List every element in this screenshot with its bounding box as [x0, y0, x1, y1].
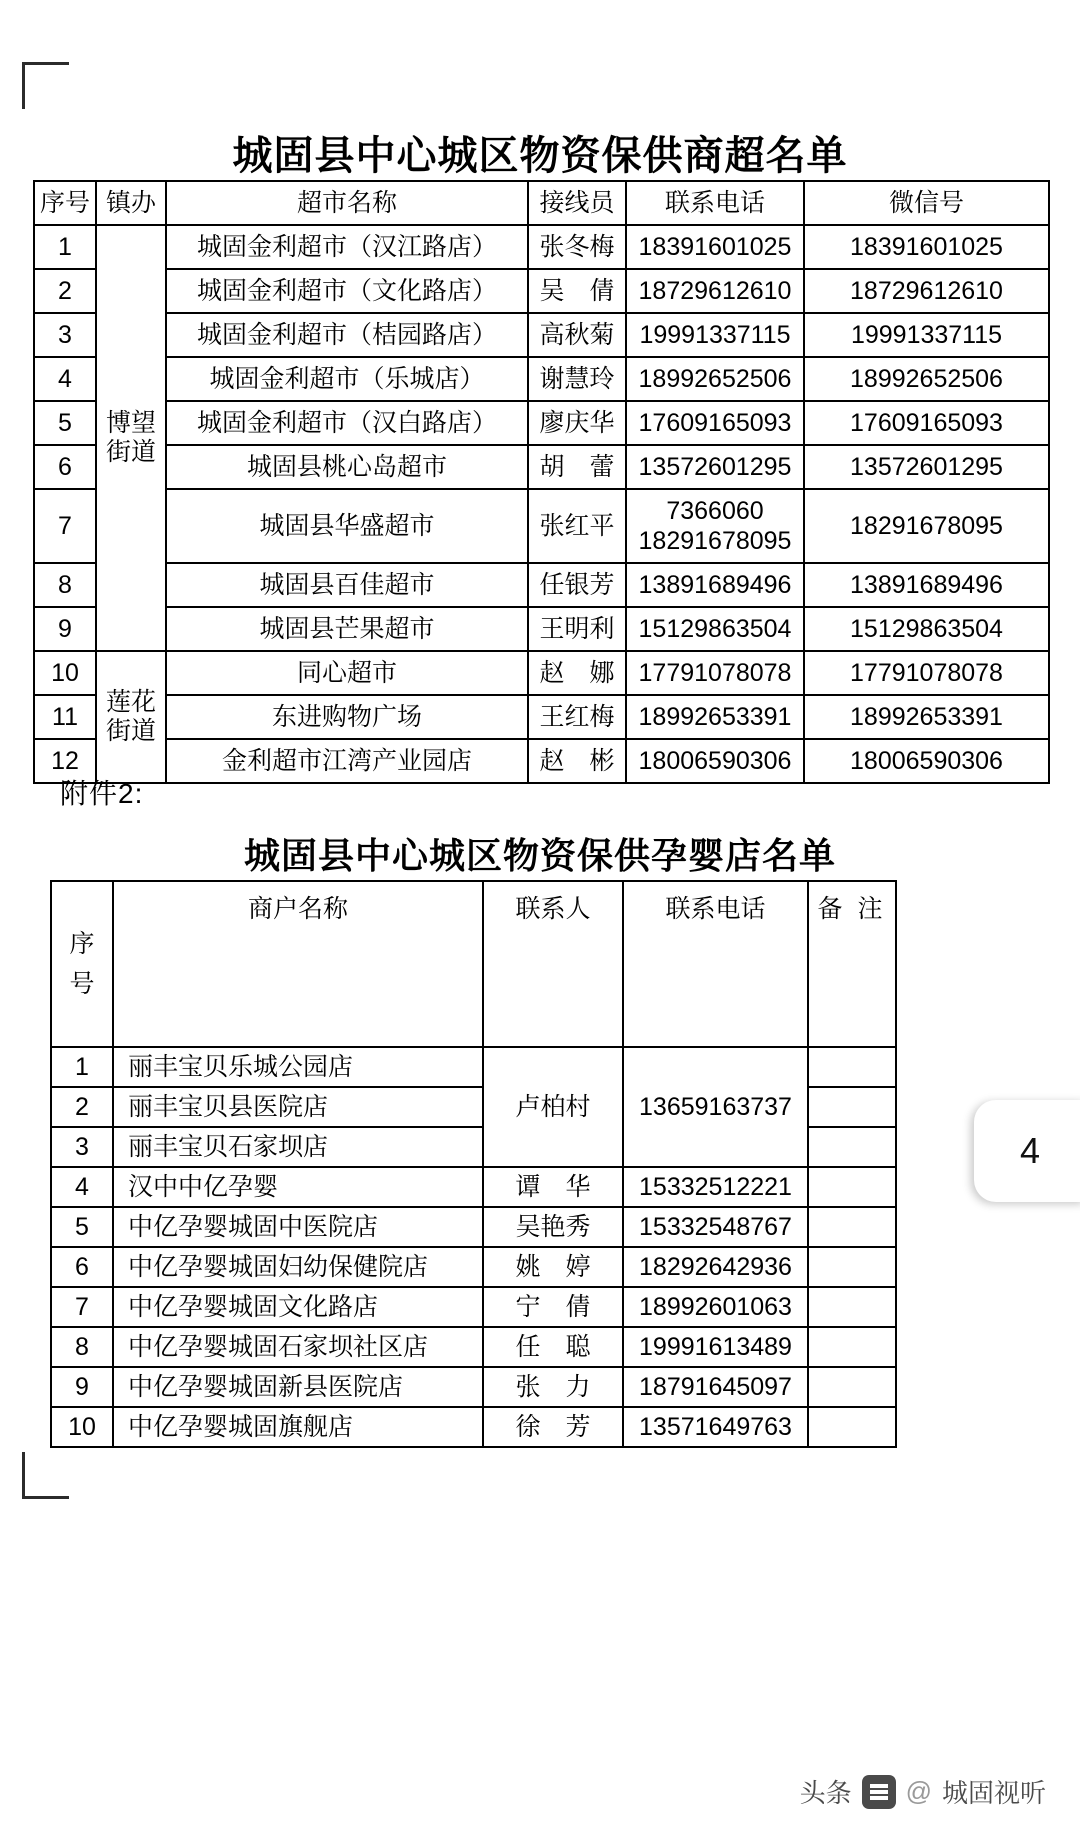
- cell-market-name: 城固金利超市（乐城店）: [166, 357, 528, 401]
- cell-operator: 张红平: [528, 489, 626, 563]
- column-header-no: [51, 881, 113, 1047]
- cell-merchant-name: 汉中中亿孕婴: [113, 1167, 483, 1207]
- cell-market-name: 金利超市江湾产业园店: [166, 739, 528, 783]
- cell-contact: 张 力: [483, 1367, 623, 1407]
- table-row: [51, 1327, 896, 1367]
- account-name: 城固视听: [941, 1778, 1046, 1808]
- table-row: [34, 357, 1049, 401]
- cell-no: 4: [34, 357, 96, 401]
- cell-merchant-name: 丽丰宝贝县医院店: [113, 1087, 483, 1127]
- cell-wechat: 17609165093: [804, 401, 1049, 445]
- column-header-market: 超市名称: [166, 181, 528, 225]
- brand-label: 头条: [799, 1778, 852, 1808]
- cell-phone: 19991613489: [623, 1327, 808, 1367]
- cell-merchant-name: 中亿孕婴城固新县医院店: [113, 1367, 483, 1407]
- cell-no: 11: [34, 695, 96, 739]
- cell-market-name: 城固金利超市（汉白路店）: [166, 401, 528, 445]
- cell-market-name: 城固县芒果超市: [166, 607, 528, 651]
- cell-operator: 张冬梅: [528, 225, 626, 269]
- cell-market-name: 同心超市: [166, 651, 528, 695]
- table-row: [34, 269, 1049, 313]
- table-row: [34, 563, 1049, 607]
- table-row: [34, 445, 1049, 489]
- cell-wechat: 13572601295: [804, 445, 1049, 489]
- cell-wechat: 18391601025: [804, 225, 1049, 269]
- cell-phone: 18992652506: [626, 357, 804, 401]
- column-header-wechat: 微信号: [804, 181, 1049, 225]
- cell-town-line2: 街道: [105, 438, 156, 466]
- column-header-phone: 联系电话: [623, 881, 808, 1047]
- column-header-merchant: 商户名称: [113, 881, 483, 1047]
- cell-phone: 18391601025: [626, 225, 804, 269]
- table-row: [34, 401, 1049, 445]
- cell-wechat: 18992652506: [804, 357, 1049, 401]
- cell-no: 3: [51, 1127, 113, 1167]
- cell-no: 12: [34, 739, 96, 783]
- cell-phone: 18729612610: [626, 269, 804, 313]
- column-header-no-line1: 序: [69, 930, 95, 958]
- cell-wechat: 17791078078: [804, 651, 1049, 695]
- cell-remark: [808, 1287, 896, 1327]
- cell-merchant-name: 中亿孕婴城固旗舰店: [113, 1407, 483, 1447]
- table-row: [34, 607, 1049, 651]
- cell-operator: 任银芳: [528, 563, 626, 607]
- supermarket-list-table: [33, 180, 1050, 784]
- cell-operator: 王红梅: [528, 695, 626, 739]
- cell-phone: 18992653391: [626, 695, 804, 739]
- cell-phone: [626, 489, 804, 563]
- cell-contact: 任 聪: [483, 1327, 623, 1367]
- cell-market-name: 东进购物广场: [166, 695, 528, 739]
- page-number: 4: [1019, 1130, 1041, 1171]
- table-row: [51, 1167, 896, 1207]
- cell-no: 2: [34, 269, 96, 313]
- cell-wechat: 19991337115: [804, 313, 1049, 357]
- cell-no: 6: [51, 1247, 113, 1287]
- cell-remark: [808, 1087, 896, 1127]
- cell-wechat: 13891689496: [804, 563, 1049, 607]
- cell-market-name: 城固县百佳超市: [166, 563, 528, 607]
- cell-wechat: 18992653391: [804, 695, 1049, 739]
- cell-phone: 18791645097: [623, 1367, 808, 1407]
- cell-no: 10: [34, 651, 96, 695]
- cell-operator: 赵 娜: [528, 651, 626, 695]
- cell-phone-line1: 7366060: [666, 496, 764, 525]
- toutiao-logo-icon: [862, 1775, 896, 1809]
- cell-merchant-name: 中亿孕婴城固妇幼保健院店: [113, 1247, 483, 1287]
- cell-phone: 15129863504: [626, 607, 804, 651]
- cell-phone: 15332512221: [623, 1167, 808, 1207]
- cell-phone: 18006590306: [626, 739, 804, 783]
- cell-merchant-name: 丽丰宝贝石家坝店: [113, 1127, 483, 1167]
- cell-no: 1: [34, 225, 96, 269]
- cell-town: [96, 225, 166, 651]
- column-header-operator: 接线员: [528, 181, 626, 225]
- cell-phone: 18292642936: [623, 1247, 808, 1287]
- cell-town: [96, 651, 166, 783]
- cell-phone: 13891689496: [626, 563, 804, 607]
- cell-operator: 廖庆华: [528, 401, 626, 445]
- table-row: [34, 489, 1049, 563]
- table-row: [51, 1367, 896, 1407]
- cell-merchant-name: 中亿孕婴城固中医院店: [113, 1207, 483, 1247]
- table-row: [34, 313, 1049, 357]
- cell-phone: 13571649763: [623, 1407, 808, 1447]
- cell-remark: [808, 1127, 896, 1167]
- cell-merchant-name: 中亿孕婴城固石家坝社区店: [113, 1327, 483, 1367]
- cell-no: 7: [34, 489, 96, 563]
- cell-market-name: 城固金利超市（桔园路店）: [166, 313, 528, 357]
- table-header-row: [51, 881, 896, 1047]
- maternity-list-table: [50, 880, 897, 1448]
- watermark-separator: @: [905, 1776, 932, 1806]
- cell-wechat: 18291678095: [804, 489, 1049, 563]
- table-row: [51, 1287, 896, 1327]
- cell-no: 5: [51, 1207, 113, 1247]
- cell-remark: [808, 1407, 896, 1447]
- cell-no: 3: [34, 313, 96, 357]
- cell-operator: 吴 倩: [528, 269, 626, 313]
- cell-no: 4: [51, 1167, 113, 1207]
- cell-operator: 赵 彬: [528, 739, 626, 783]
- cell-contact: 卢柏村: [483, 1047, 623, 1167]
- cell-market-name: 城固县桃心岛超市: [166, 445, 528, 489]
- cell-town-line2: 街道: [105, 717, 156, 745]
- cell-remark: [808, 1247, 896, 1287]
- cell-phone: 13659163737: [623, 1047, 808, 1167]
- cell-no: 9: [51, 1367, 113, 1407]
- cell-no: 6: [34, 445, 96, 489]
- cell-remark: [808, 1327, 896, 1367]
- cell-no: 10: [51, 1407, 113, 1447]
- cell-town-line1: 博望: [105, 408, 156, 437]
- cell-no: 7: [51, 1287, 113, 1327]
- cell-operator: 高秋菊: [528, 313, 626, 357]
- cell-phone-line2: 18291678095: [638, 527, 792, 555]
- watermark: [800, 1773, 1046, 1810]
- supermarket-list-title: 城固县中心城区物资保供商超名单: [232, 134, 848, 178]
- cell-phone: 18992601063: [623, 1287, 808, 1327]
- cell-wechat: 18729612610: [804, 269, 1049, 313]
- cell-wechat: 18006590306: [804, 739, 1049, 783]
- cell-no: 9: [34, 607, 96, 651]
- table-row: [34, 225, 1049, 269]
- cell-market-name: 城固县华盛超市: [166, 489, 528, 563]
- cell-operator: 谢慧玲: [528, 357, 626, 401]
- cell-no: 8: [34, 563, 96, 607]
- table-row: [34, 739, 1049, 783]
- cell-town-line1: 莲花: [105, 687, 156, 716]
- cell-contact: 吴艳秀: [483, 1207, 623, 1247]
- crop-mark-top-left: [22, 62, 69, 109]
- column-header-no: 序号: [34, 181, 96, 225]
- column-header-contact: 联系人: [483, 881, 623, 1047]
- table-row: [34, 651, 1049, 695]
- table-row: [51, 1407, 896, 1447]
- cell-contact: 姚 婷: [483, 1247, 623, 1287]
- cell-no: 5: [34, 401, 96, 445]
- cell-merchant-name: 中亿孕婴城固文化路店: [113, 1287, 483, 1327]
- cell-no: 8: [51, 1327, 113, 1367]
- table-row: [34, 695, 1049, 739]
- cell-contact: 宁 倩: [483, 1287, 623, 1327]
- attachment-label: 附件2:: [60, 778, 144, 809]
- cell-phone: 19991337115: [626, 313, 804, 357]
- cell-operator: 胡 蕾: [528, 445, 626, 489]
- table-row: [51, 1247, 896, 1287]
- cell-phone: 15332548767: [623, 1207, 808, 1247]
- column-header-no-line2: 号: [69, 970, 95, 998]
- maternity-list-title: 城固县中心城区物资保供孕婴店名单: [243, 835, 836, 876]
- column-header-phone: 联系电话: [626, 181, 804, 225]
- cell-phone: 17609165093: [626, 401, 804, 445]
- cell-remark: [808, 1167, 896, 1207]
- cell-contact: 徐 芳: [483, 1407, 623, 1447]
- table-header-row: [34, 181, 1049, 225]
- cell-no: 2: [51, 1087, 113, 1127]
- column-header-remark: 备 注: [808, 881, 896, 1047]
- column-header-town: 镇办: [96, 181, 166, 225]
- cell-market-name: 城固金利超市（文化路店）: [166, 269, 528, 313]
- cell-remark: [808, 1367, 896, 1407]
- cell-market-name: 城固金利超市（汉江路店）: [166, 225, 528, 269]
- cell-phone: 13572601295: [626, 445, 804, 489]
- crop-mark-bottom-left: [22, 1452, 69, 1499]
- cell-no: 1: [51, 1047, 113, 1087]
- cell-wechat: 15129863504: [804, 607, 1049, 651]
- cell-operator: 王明利: [528, 607, 626, 651]
- cell-remark: [808, 1207, 896, 1247]
- table-row: [51, 1207, 896, 1247]
- cell-contact: 谭 华: [483, 1167, 623, 1207]
- cell-merchant-name: 丽丰宝贝乐城公园店: [113, 1047, 483, 1087]
- cell-remark: [808, 1047, 896, 1087]
- cell-phone: 17791078078: [626, 651, 804, 695]
- page-number-badge: [974, 1100, 1080, 1202]
- table-row: [51, 1047, 896, 1087]
